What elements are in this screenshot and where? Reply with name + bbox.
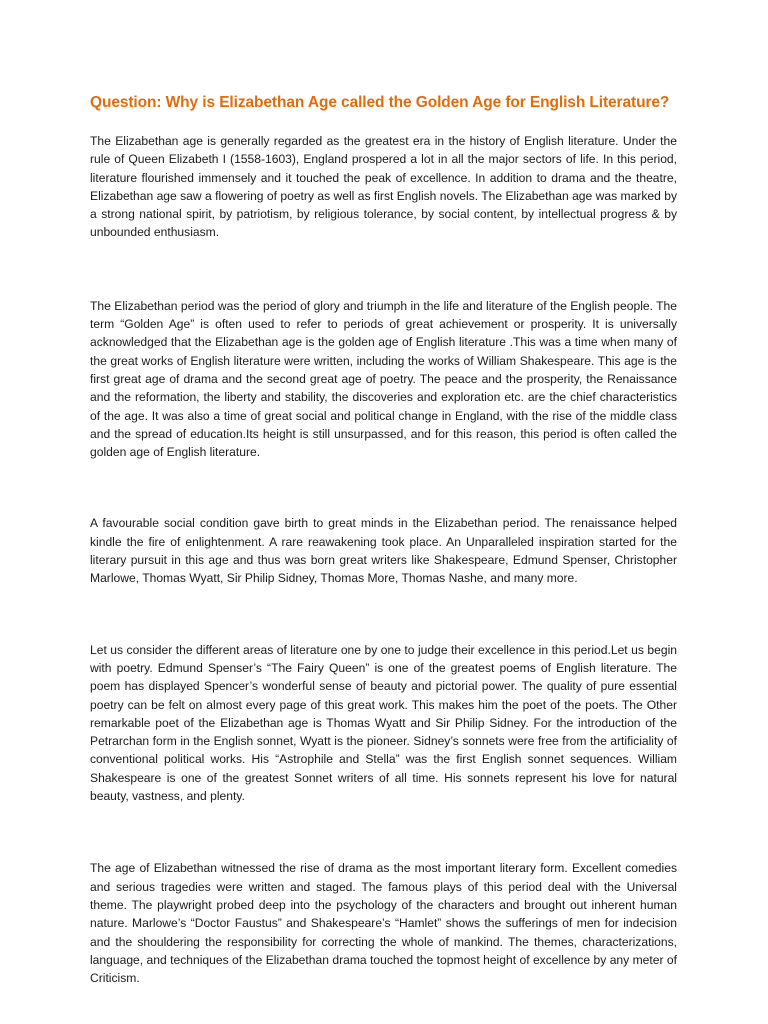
paragraph-drama: The age of Elizabethan witnessed the rise of drama as the most important literary form. Excellent comedies and serious tragedies were written and staged. The famous plays of this period deal with the Universal theme. The playwright probed deep into the psychology of the characters and brought out inherent human nature. Marlowe’s “Doctor Faustus” and Shakespeare’s “Hamlet” shows the sufferings of men for indecision and the shouldering the responsibility for correcting the whole of mankind. The themes, characterizations, language, and techniques of the Elizabethan drama touched the topmost height of excellence by any meter of Criticism. — [90, 861, 677, 986]
paragraph-great-minds: A favourable social condition gave birth to great minds in the Elizabethan period. The renaissance helped kindle the fire of enlightenment. A rare reawakening took place. An Unparalleled inspiration started for the literary pursuit in this age and thus was born great writers like Shakespeare, Edmund Spenser, Christopher Marlowe, Thomas Wyatt, Sir Philip Sidney, Thomas More, Thomas Nashe, and many more. — [90, 516, 677, 586]
paragraph-intro: The Elizabethan age is generally regarded as the greatest era in the history of English literature. Under the rule of Queen Elizabeth I (1558-1603), England prospered a lot in all the major sectors of life. In this period, literature flourished immensely and it touched the peak of excellence. In addition to drama and the theatre, Elizabethan age saw a flowering of poetry as well as first English novels. The Elizabethan age was marked by a strong national spirit, by patriotism, by religious tolerance, by social content, by intellectual progress & by unbounded enthusiasm. — [90, 134, 677, 240]
paragraph-golden-age: The Elizabethan period was the period of glory and triumph in the life and literature of the English people. The term “Golden Age” is often used to refer to periods of great achievement or prosperity. It is universally acknowledged that the Elizabethan age is the golden age of English literature .This was a time when many of the great works of English literature were written, including the works of William Shakespeare. This age is the first great age of drama and the second great age of poetry. The peace and the prosperity, the Renaissance and the reformation, the liberty and stability, the discoveries and exploration etc. are the chief characteristics of the age. It was also a time of great social and political change in England, with the rise of the middle class and the spread of education.Its height is still unsurpassed, and for this reason, this period is often called the golden age of English literature. — [90, 298, 677, 460]
paragraph-poetry: Let us consider the different areas of literature one by one to judge their excellence in this period.Let us begin with poetry. Edmund Spenser’s “The Fairy Queen” is one of the greatest poems of English literature. The poem has displayed Spencer’s wonderful sense of beauty and pictorial power. The quality of pure essential poetry can be felt on almost every page of this great work. This makes him the poet of the poets. The Other remarkable poet of the Elizabethan age is Thomas Wyatt and Sir Philip Sidney. For the introduction of the Petrarchan form in the English sonnet, Wyatt is the pioneer. Sidney’s sonnets were free from the artificiality of conventional political works. His “Astrophile and Stella” was the first English sonnet sequences. William Shakespeare is one of the greatest Sonnet writers of all time. His sonnets represent his love for natural beauty, vastness, and plenty. — [90, 642, 677, 804]
question-heading: Question: Why is Elizabethan Age called the Golden Age for English Literature? — [90, 94, 670, 111]
document-page — [90, 92, 677, 987]
